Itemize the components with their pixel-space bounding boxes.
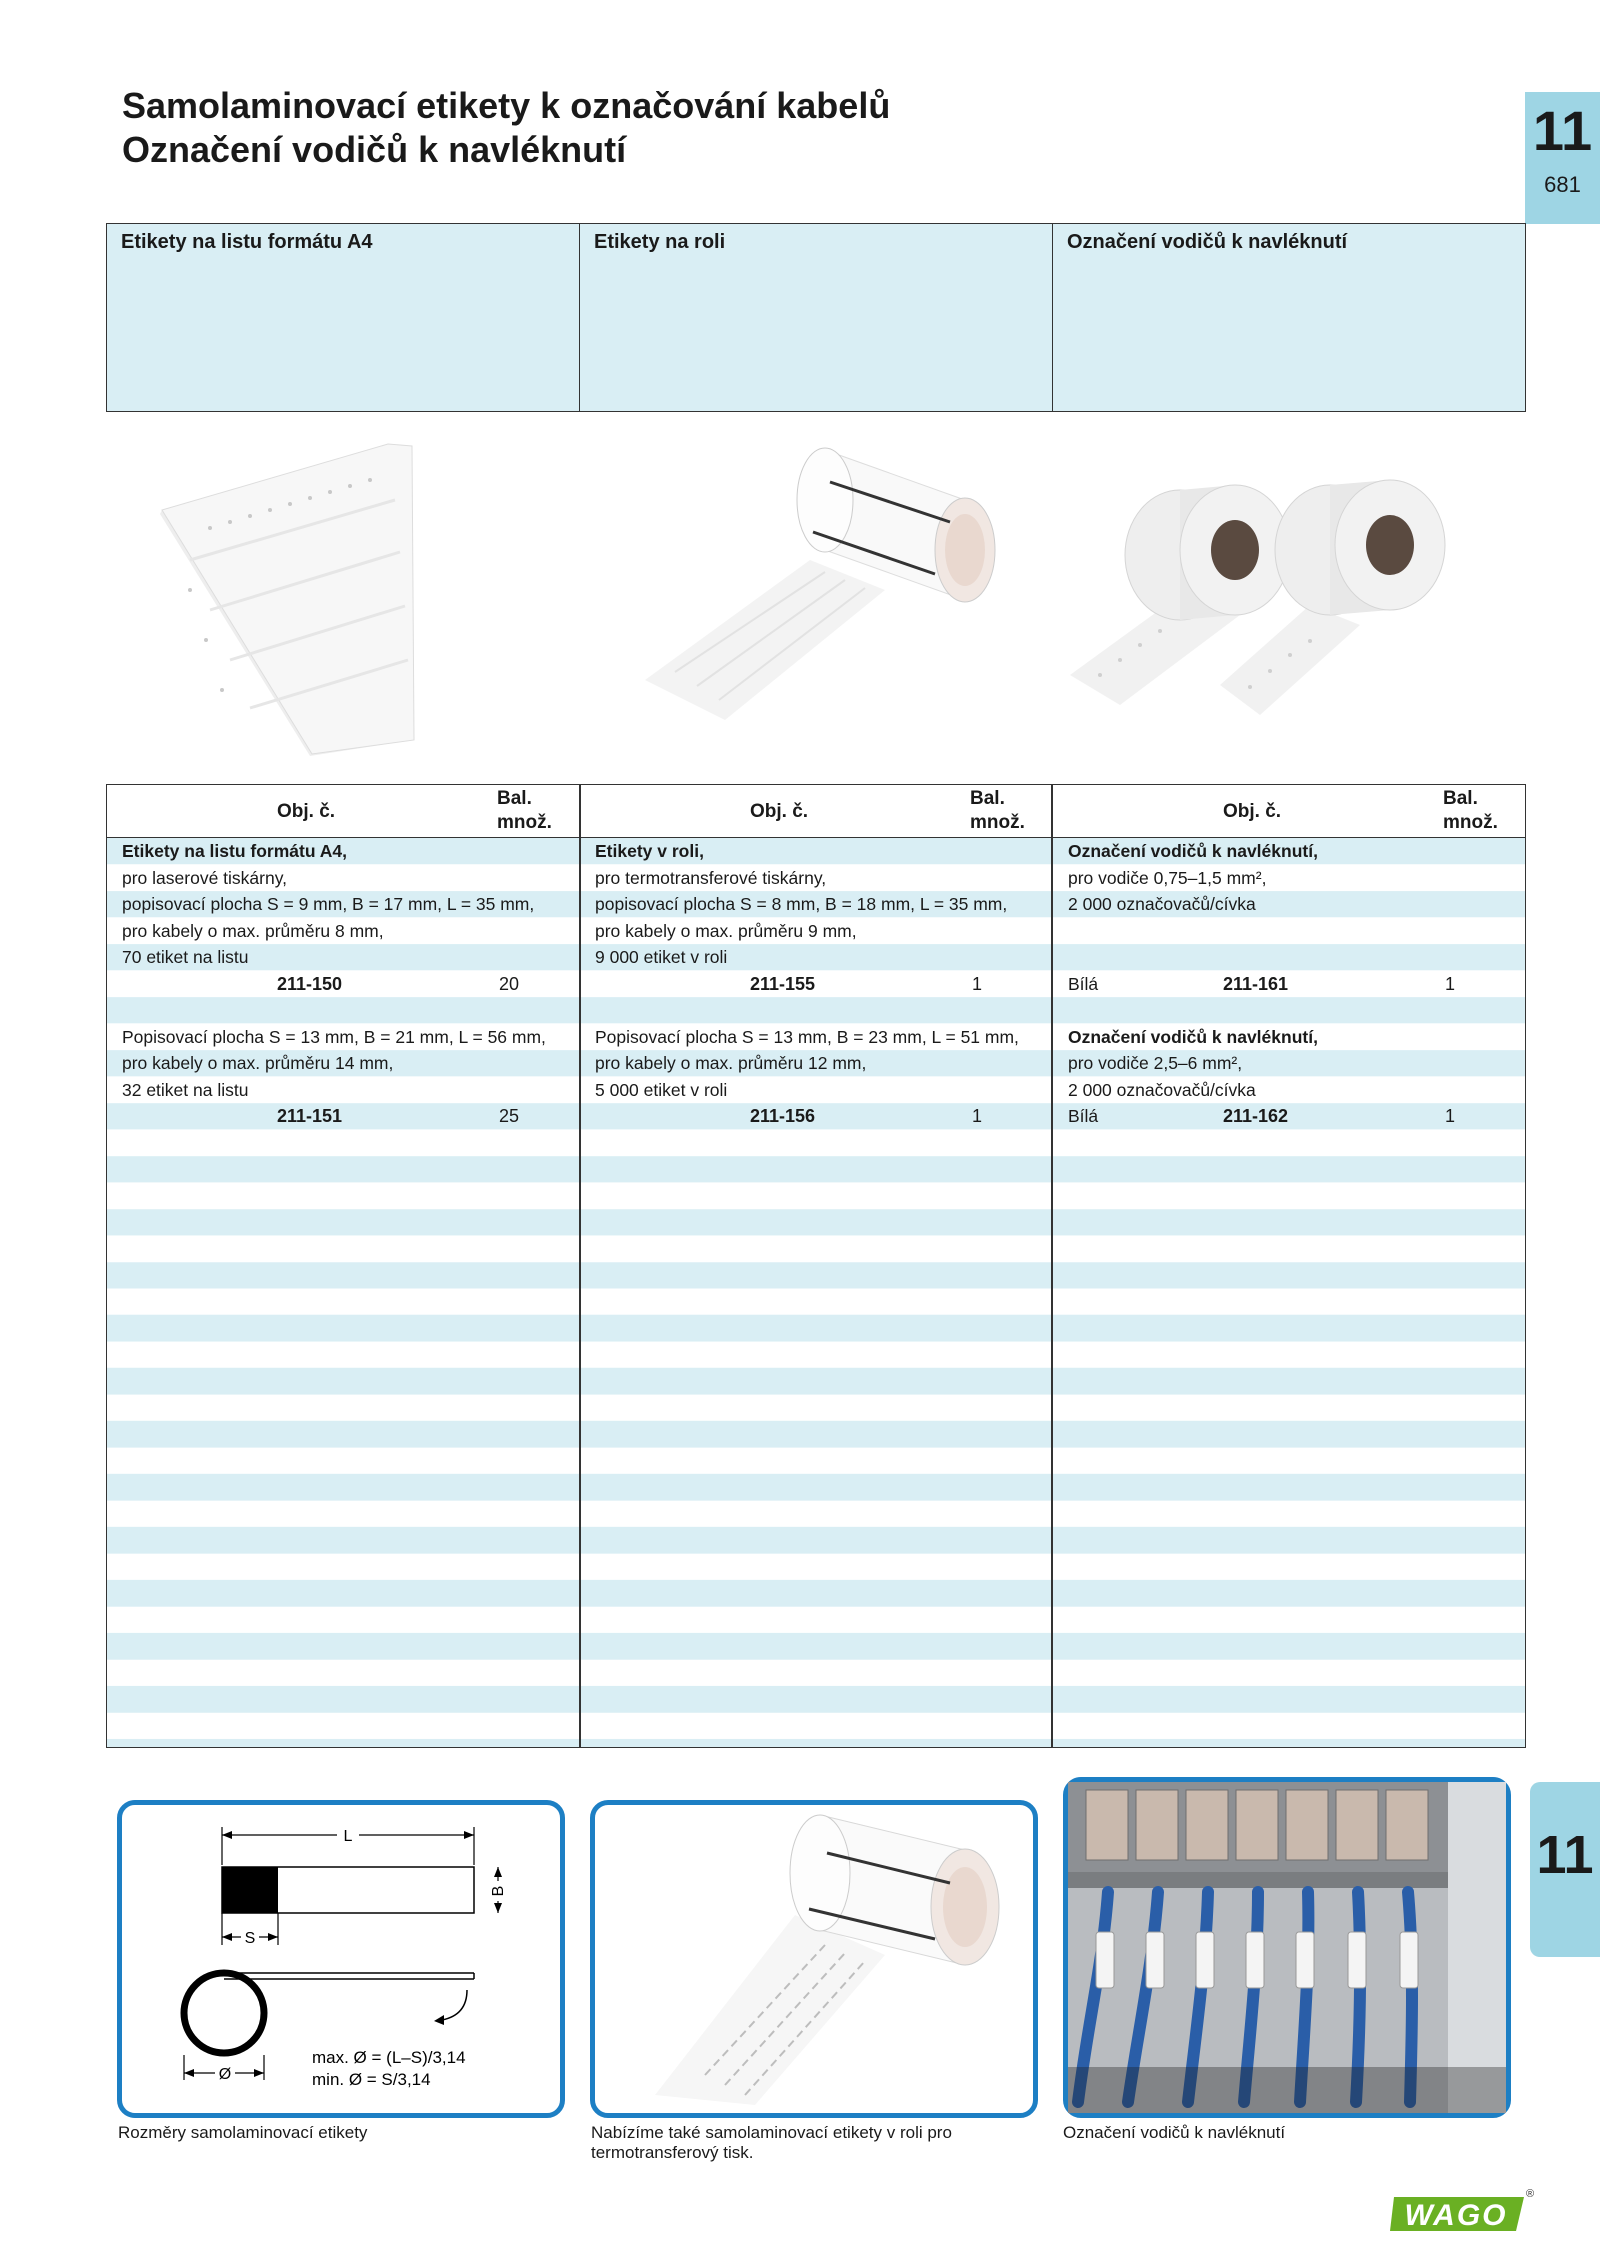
table-row: pro termotransferové tiskárny, [595,867,827,888]
label-B: B [490,1885,507,1897]
table-row: pro kabely o max. průměru 14 mm, [122,1053,394,1073]
category-header-a4: Etikety na listu formátu A4 [107,224,580,411]
label-L: L [343,1828,353,1845]
table-row: popisovací plocha S = 9 mm, B = 17 mm, L = 35 mm, [122,894,535,914]
dimension-diagram-frame [117,1800,565,2118]
side-chapter-tab [1530,1782,1600,1957]
header-bal-line1: Bal. [1443,788,1478,809]
label-diameter: Ø [218,2066,232,2083]
table-row: pro vodiče 0,75–1,5 mm², [1068,867,1267,888]
dimension-diagram [122,1805,560,2113]
formula-min: min. Ø = S/3,14 [312,2070,431,2089]
pack-quantity: 25 [499,1106,520,1126]
color-value: Bílá [1068,973,1099,994]
table-row: popisovací plocha S = 8 mm, B = 18 mm, L = 35 mm, [595,894,1008,914]
wire-marking-frame [1063,1777,1511,2118]
order-number: 211-150 [277,973,343,994]
column-roll [580,785,1053,1747]
header-bal [497,787,552,835]
order-number: 211-151 [277,1106,343,1126]
pack-quantity: 20 [499,973,520,994]
header-obj: Obj. č. [1223,801,1282,822]
product-table [106,784,1526,1748]
label-S: S [244,1930,256,1947]
header-bal-line2: množ. [1443,812,1498,833]
table-row: 32 etiket na listu [122,1079,249,1100]
table-row: 2 000 označovačů/cívka [1068,894,1256,914]
order-number: 211-156 [750,1106,816,1126]
side-chapter-number: 11 [1536,1825,1594,1885]
pack-quantity: 1 [972,973,983,994]
order-number: 211-155 [750,973,816,994]
formula-max: max. Ø = (L–S)/3,14 [312,2048,466,2067]
order-number: 211-161 [1223,973,1289,994]
table-row: Popisovací plocha S = 13 mm, B = 21 mm, L = 56 mm, [122,1026,546,1047]
label-roll-photo [635,440,1005,740]
header-bal-line1: Bal. [497,788,532,809]
pack-quantity: 1 [1445,973,1456,994]
header-bal-line2: množ. [970,812,1025,833]
thermal-roll-image [595,1805,1033,2113]
sleeve-spools-photo [1060,455,1510,735]
column-a4 [107,785,580,1747]
header-bal [1443,787,1498,835]
wago-logo [1390,2187,1535,2239]
column-sleeve [1053,785,1526,1747]
thermal-roll-frame [590,1800,1038,2118]
color-value: Bílá [1068,1106,1099,1126]
table-row: pro kabely o max. průměru 8 mm, [122,920,384,941]
title-line-1: Samolaminovací etikety k označování kabelů [122,85,891,126]
header-bal-line2: množ. [497,812,552,833]
header-bal [970,787,1025,835]
pack-quantity: 1 [1445,1106,1456,1126]
header-obj: Obj. č. [750,801,809,822]
header-bal-line1: Bal. [970,788,1005,809]
table-row: Etikety na listu formátu A4, [122,841,347,861]
table-row: Popisovací plocha S = 13 mm, B = 23 mm, L = 51 mm, [595,1026,1019,1047]
a4-sheet-photo [150,440,470,760]
svg-text:WAGO: WAGO [1404,2199,1508,2232]
table-row: Označení vodičů k navléknutí, [1068,841,1318,861]
table-row: 5 000 etiket v roli [595,1079,728,1100]
pack-quantity: 1 [972,1106,983,1126]
table-row: pro laserové tiskárny, [122,867,288,888]
wire-marking-photo [1068,1782,1506,2113]
chapter-number: 11 [1532,99,1593,162]
category-header-sleeve: Označení vodičů k navléknutí [1067,231,1348,253]
table-row: 9 000 etiket v roli [595,947,728,967]
table-row: pro kabely o max. průměru 9 mm, [595,920,857,941]
svg-text:®: ® [1526,2188,1535,2200]
category-header-table [106,223,1526,412]
chapter-tab [1525,92,1600,224]
page-number: 681 [1544,172,1581,197]
table-row: 2 000 označovačů/cívka [1068,1079,1256,1100]
title-line-2: Označení vodičů k navléknutí [122,129,627,170]
table-row: pro vodiče 2,5–6 mm², [1068,1053,1243,1073]
table-row: Etikety v roli, [595,841,704,861]
caption-dimensions: Rozměry samolaminovací etikety [118,2123,368,2142]
category-header-roll: Etikety na roli [580,224,1053,411]
header-obj: Obj. č. [277,801,336,822]
order-number: 211-162 [1223,1106,1289,1126]
page-title [122,84,890,172]
table-row: 70 etiket na listu [122,947,249,967]
table-row: Označení vodičů k navléknutí, [1068,1026,1318,1047]
caption-thermal-roll: Nabízíme také samolaminovací etikety v roli pro termotransferový tisk. [591,2123,952,2162]
caption-wire-marking: Označení vodičů k navléknutí [1063,2123,1286,2142]
table-row: pro kabely o max. průměru 12 mm, [595,1053,867,1073]
